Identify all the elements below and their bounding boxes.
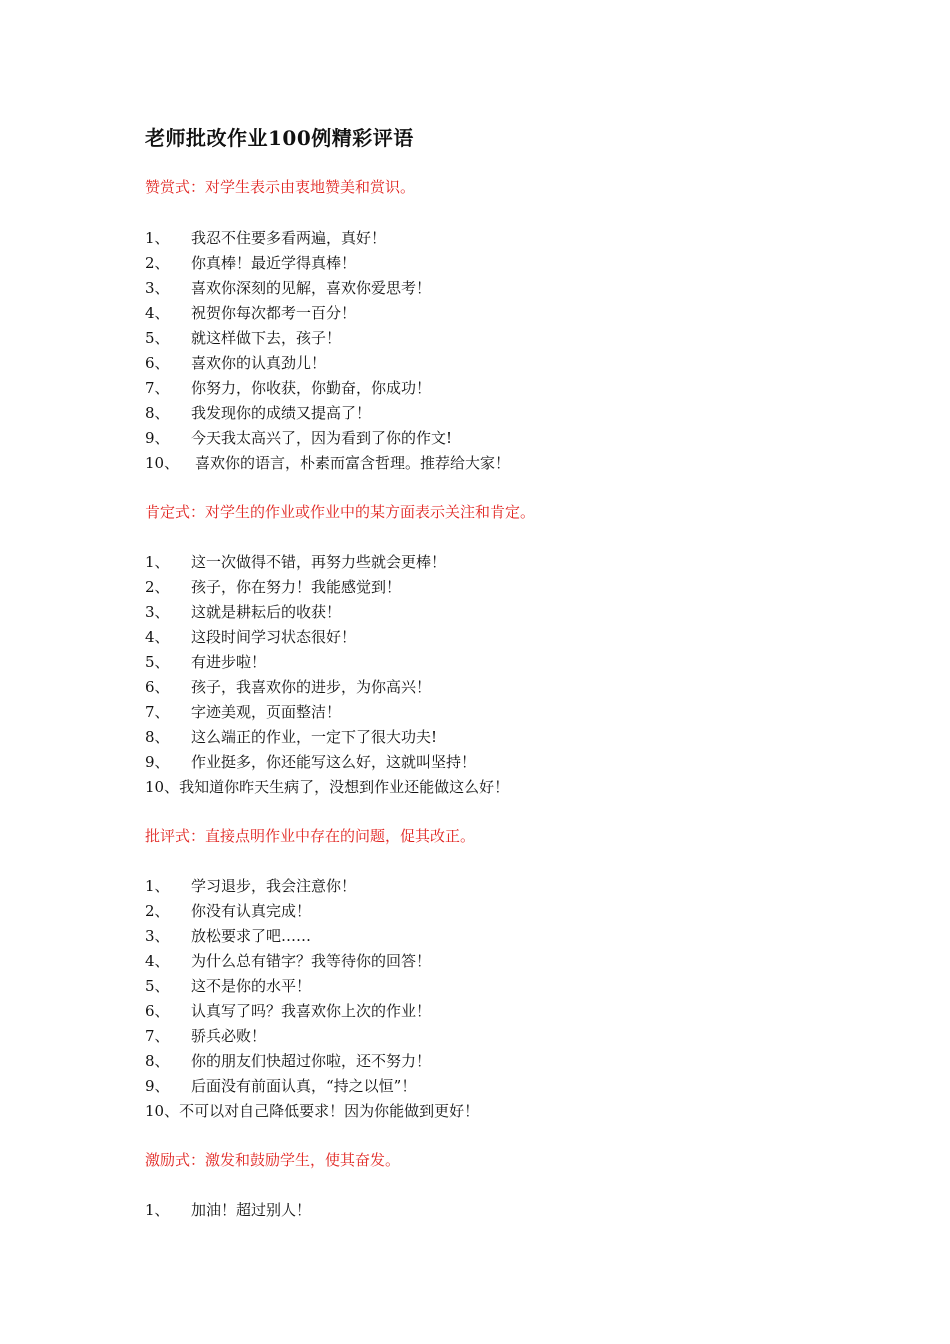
list-item [145, 302, 356, 323]
item-number: 7、 [145, 703, 170, 721]
document-title: 老师批改作业100例精彩评语 [145, 126, 414, 150]
list-item [145, 925, 311, 946]
list-item [145, 975, 311, 996]
item-text: 孩子，我喜欢你的进步，为你高兴！ [191, 678, 432, 696]
list-item [145, 402, 371, 423]
list-item [145, 377, 431, 398]
list-item [145, 1050, 431, 1071]
item-number: 9、 [145, 1077, 170, 1095]
item-number: 2、 [145, 902, 170, 920]
list-item [145, 651, 266, 672]
item-text: 你的朋友们快超过你啦，还不努力！ [191, 1052, 432, 1070]
item-text: 你努力，你收获，你勤奋，你成功！ [191, 379, 432, 397]
item-text: 你真棒！最近学得真棒！ [191, 254, 357, 272]
list-item [145, 352, 326, 373]
item-text: 喜欢你的语言，朴素而富含哲理。推荐给大家！ [195, 454, 511, 472]
item-text: 今天我太高兴了，因为看到了你的作文! [191, 429, 453, 447]
list-item [145, 676, 431, 697]
section-heading-criticism: 批评式：直接点明作业中存在的问题，促其改正。 [145, 827, 476, 845]
item-text: 这一次做得不错，再努力些就会更棒！ [191, 553, 447, 571]
list-item [145, 576, 401, 597]
list-item [145, 327, 341, 348]
list-item [145, 776, 509, 797]
item-text: 这么端正的作业，一定下了很大功夫! [191, 728, 438, 746]
section-heading-encourage: 激励式：激发和鼓励学生，使其奋发。 [145, 1151, 401, 1169]
item-number: 6、 [145, 354, 170, 372]
item-text: 认真写了吗？我喜欢你上次的作业！ [191, 1002, 432, 1020]
item-number: 9、 [145, 753, 170, 771]
item-number: 6、 [145, 678, 170, 696]
item-text: 我知道你昨天生病了，没想到作业还能做这么好！ [179, 778, 510, 796]
item-text: 喜欢你深刻的见解，喜欢你爱思考！ [191, 279, 432, 297]
list-item [145, 551, 446, 572]
item-text: 后面没有前面认真，“持之以恒”！ [191, 1077, 417, 1095]
list-item [145, 751, 476, 772]
list-item [145, 1025, 266, 1046]
item-number: 3、 [145, 927, 170, 945]
item-text: 这段时间学习状态很好！ [191, 628, 357, 646]
item-number: 2、 [145, 254, 170, 272]
section-heading-affirm: 肯定式：对学生的作业或作业中的某方面表示关注和肯定。 [145, 503, 536, 521]
item-text: 你没有认真完成！ [191, 902, 312, 920]
item-text: 喜欢你的认真劲儿！ [191, 354, 327, 372]
list-item [145, 701, 341, 722]
list-item [145, 601, 341, 622]
item-number: 4、 [145, 952, 170, 970]
list-item [145, 1000, 431, 1021]
item-text: 这不是你的水平！ [191, 977, 312, 995]
item-number: 3、 [145, 603, 170, 621]
list-item [145, 227, 386, 248]
list-item [145, 277, 431, 298]
item-text: 我发现你的成绩又提高了！ [191, 404, 372, 422]
item-number: 1、 [145, 877, 170, 895]
list-item [145, 726, 437, 747]
item-number: 4、 [145, 628, 170, 646]
item-number: 1、 [145, 1201, 170, 1219]
item-number: 8、 [145, 1052, 170, 1070]
item-text: 字迹美观，页面整洁！ [191, 703, 342, 721]
list-item [145, 1199, 311, 1220]
item-number: 10、 [145, 778, 180, 796]
item-number: 6、 [145, 1002, 170, 1020]
list-item [145, 626, 356, 647]
item-text: 有进步啦！ [191, 653, 267, 671]
item-number: 8、 [145, 404, 170, 422]
item-number: 5、 [145, 329, 170, 347]
list-item [145, 900, 311, 921]
item-number: 1、 [145, 229, 170, 247]
list-item [145, 1100, 479, 1121]
list-item [145, 875, 356, 896]
list-item [145, 252, 356, 273]
item-text: 祝贺你每次都考一百分！ [191, 304, 357, 322]
item-text: 学习退步，我会注意你！ [191, 877, 357, 895]
item-number: 9、 [145, 429, 170, 447]
list-item [145, 427, 452, 448]
item-text: 骄兵必败！ [191, 1027, 267, 1045]
section-heading-praise: 赞赏式：对学生表示由衷地赞美和赏识。 [145, 178, 416, 196]
item-text: 加油！超过别人！ [191, 1201, 312, 1219]
item-number: 5、 [145, 977, 170, 995]
list-item [145, 452, 510, 473]
item-number: 3、 [145, 279, 170, 297]
item-number: 10、 [145, 454, 180, 472]
item-text: 为什么总有错字？我等待你的回答！ [191, 952, 432, 970]
item-number: 10、 [145, 1102, 180, 1120]
item-text: 这就是耕耘后的收获！ [191, 603, 342, 621]
item-number: 2、 [145, 578, 170, 596]
list-item [145, 1075, 416, 1096]
item-number: 5、 [145, 653, 170, 671]
item-text: 孩子，你在努力！我能感觉到！ [191, 578, 402, 596]
item-text: 放松要求了吧…… [191, 927, 312, 945]
item-number: 4、 [145, 304, 170, 322]
item-number: 8、 [145, 728, 170, 746]
item-number: 7、 [145, 379, 170, 397]
item-text: 作业挺多，你还能写这么好，这就叫坚持！ [191, 753, 477, 771]
item-text: 我忍不住要多看两遍，真好！ [191, 229, 387, 247]
item-number: 7、 [145, 1027, 170, 1045]
item-number: 1、 [145, 553, 170, 571]
item-text: 不可以对自己降低要求！因为你能做到更好！ [179, 1102, 480, 1120]
item-text: 就这样做下去，孩子！ [191, 329, 342, 347]
list-item [145, 950, 431, 971]
